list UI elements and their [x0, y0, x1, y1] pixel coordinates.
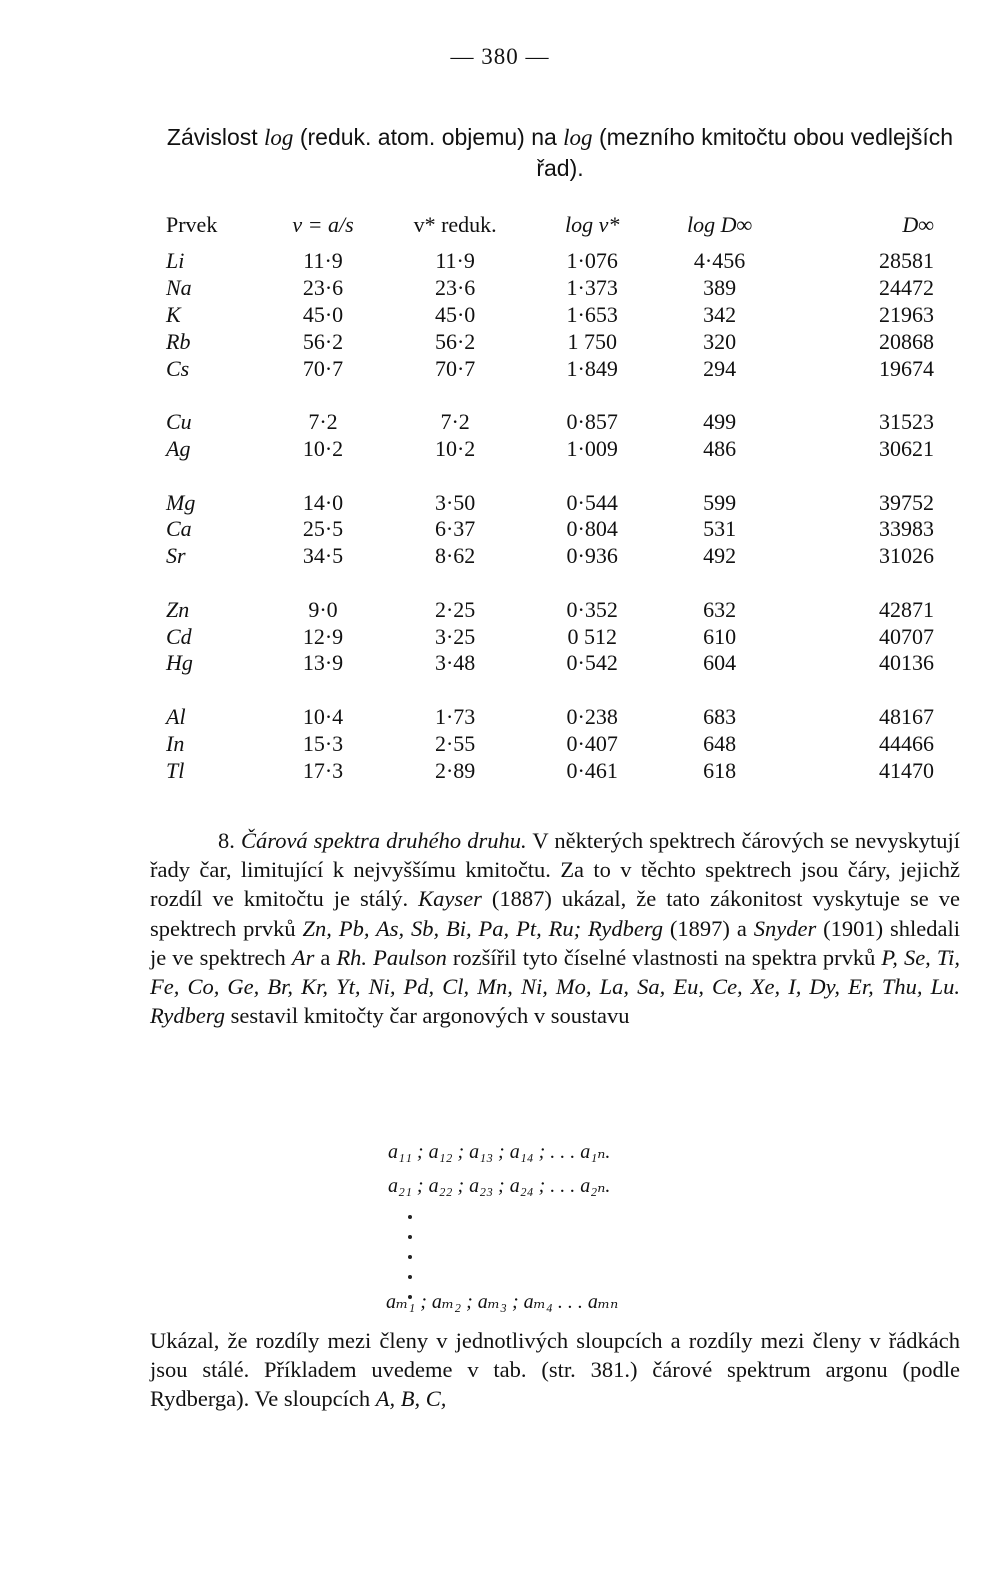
element-symbol: Ca	[166, 516, 192, 542]
text-segment: Čárová spektra druhého druhu.	[241, 828, 527, 853]
element-symbol: Al	[166, 703, 186, 729]
text-segment: Zn, Pb, As, Sb, Bi, Pa, Pt, Ru; Rydberg	[302, 915, 664, 941]
table-cell: 24472	[879, 275, 934, 301]
table-cell: 11·9	[303, 248, 343, 274]
table-cell: 3·48	[434, 650, 476, 676]
caption-log-2: log	[563, 125, 593, 150]
table-row	[166, 355, 950, 382]
table-cell: 12·9	[302, 623, 344, 649]
table-cell: 34·5	[302, 543, 344, 569]
element-symbol: Sr	[166, 543, 186, 569]
header-log-d: log D∞	[686, 212, 753, 237]
table-cell: 21963	[879, 301, 934, 327]
table-cell: 45·0	[434, 301, 476, 327]
table-cell: 0·544	[566, 489, 618, 515]
element-symbol: K	[166, 301, 181, 327]
table-cell: 15·3	[302, 730, 344, 756]
table-cell: 648	[703, 730, 737, 756]
table-cell: 6·37	[434, 516, 476, 542]
group-separator	[166, 462, 950, 489]
table-cell: 23·6	[434, 275, 476, 301]
table-cell: 2·25	[434, 596, 476, 622]
table-row	[166, 543, 950, 570]
table-cell: 8·62	[434, 543, 476, 569]
table-row	[166, 650, 950, 677]
table-cell: 1 750	[567, 328, 617, 354]
table-cell: 44466	[879, 730, 934, 756]
element-symbol: Na	[166, 275, 192, 301]
table-cell: 0·857	[566, 409, 618, 435]
table-cell: 1·373	[566, 275, 618, 301]
table-cell: 25·5	[302, 516, 344, 542]
table-cell: 11·9	[435, 248, 475, 274]
text-segment: Ukázal, že rozdíly mezi členy v jednotlivých sloupcích a rozdíly mezi členy v řádkách jsou stálé. Příkladem uvedeme v tab. (str. 381.) čárové spektrum argonu (podle Rydberga). Ve sloupcích	[150, 1328, 960, 1412]
element-symbol: In	[166, 730, 185, 756]
table-cell: 1·009	[566, 435, 618, 461]
table-cell: 0·407	[566, 730, 618, 756]
table-cell: 45·0	[302, 301, 344, 327]
table-cell: 20868	[879, 328, 934, 354]
table-cell: 294	[703, 355, 737, 381]
table-cell: 683	[703, 703, 737, 729]
table-cell: 389	[703, 275, 737, 301]
table-cell: 492	[703, 543, 737, 569]
table-cell: 40707	[879, 623, 934, 649]
text-segment: (1901) shledali je ve spektrech	[150, 915, 961, 970]
text-segment: rozšířil tyto číselné vlastnosti na spektra prvků	[446, 944, 882, 970]
matrix-row-2: a₂₁ ; a₂₂ ; a₂₃ ; a₂₄ ; . . . a₂ₙ.	[388, 1175, 611, 1197]
table-cell: 14·0	[302, 489, 344, 515]
table-cell: 0·936	[566, 543, 618, 569]
table-cell: 0·461	[566, 757, 618, 783]
header-log-v: log v*	[565, 212, 620, 237]
matrix-row-last: aₘ₁ ; aₘ₂ ; aₘ₃ ; aₘ₄ . . . aₘₙ	[386, 1291, 619, 1313]
table-cell: 632	[703, 596, 737, 622]
header-d: D∞	[902, 212, 934, 237]
element-symbol: Li	[166, 248, 185, 274]
header-prvek: Prvek	[166, 212, 218, 237]
table-cell: 0 512	[567, 623, 617, 649]
table-cell: 31523	[879, 409, 934, 435]
element-symbol: Cs	[166, 355, 190, 381]
table-cell: 618	[703, 757, 737, 783]
table-row	[166, 328, 950, 355]
table-cell: 42871	[879, 596, 934, 622]
table-cell: 342	[703, 301, 737, 327]
text-segment: V některých spektrech čárových se nevyskytují řady čar, limitující k nejvyššímu kmitočtu. Za to v těchto spektrech jsou čáry, jejichž rozdíl ve kmitočtu je stálý.	[150, 828, 961, 912]
table-row	[166, 275, 950, 302]
text-segment: A, B, C,	[375, 1386, 447, 1412]
table-cell: 10·4	[302, 703, 344, 729]
caption-text-1: Závislost	[166, 124, 265, 150]
element-symbol: Mg	[166, 489, 196, 515]
element-symbol: Hg	[166, 650, 193, 676]
table-row	[166, 248, 950, 275]
group-separator	[166, 570, 950, 597]
text-segment: P, Se, Ti, Fe, Co, Ge, Br, Kr, Yt, Ni, Pd, Cl, Mn, Ni, Mo, La, Sa, Eu, Ce, Xe, I, Dy, Er, Thu, Lu. Rydberg	[150, 944, 960, 1029]
table-cell: 1·73	[434, 703, 476, 729]
caption-log-1: log	[264, 125, 294, 150]
table-cell: 0·542	[566, 650, 618, 676]
table-cell: 33983	[879, 516, 934, 542]
table-cell: 3·25	[434, 623, 476, 649]
element-symbol: Cu	[166, 409, 192, 435]
table-cell: 56·2	[302, 328, 344, 354]
table-cell: 2·89	[434, 757, 476, 783]
text-segment: (1887) ukázal, že tato zákonitost vyskytuje se ve spektrech prvků	[150, 886, 960, 941]
table-cell: 9·0	[308, 596, 338, 622]
table-row	[166, 516, 950, 543]
argon-matrix	[386, 1135, 788, 1313]
table-cell: 56·2	[434, 328, 476, 354]
element-symbol: Cd	[166, 623, 192, 649]
table-cell: 7·2	[440, 409, 470, 435]
table-cell: 499	[703, 409, 737, 435]
table-row	[166, 730, 950, 757]
table-cell: 17·3	[302, 757, 344, 783]
table-cell: 1·849	[566, 355, 618, 381]
table-cell: 2·55	[434, 730, 476, 756]
data-table	[166, 212, 950, 784]
paragraph-spectra	[150, 826, 960, 1030]
table-cell: 39752	[879, 489, 934, 515]
element-symbol: Ag	[166, 435, 191, 461]
text-segment: Kayser	[418, 886, 482, 912]
group-separator	[166, 677, 950, 704]
group-separator	[166, 382, 950, 409]
table-cell: 486	[703, 435, 737, 461]
table-row	[166, 436, 950, 463]
table-cell: 19674	[879, 355, 934, 381]
table-header-row	[166, 212, 950, 248]
table-cell: 1·653	[566, 301, 618, 327]
table-cell: 28581	[879, 248, 934, 274]
table-cell: 320	[703, 328, 737, 354]
table-row	[166, 489, 950, 516]
text-segment: a	[314, 944, 337, 970]
matrix-row-1: a₁₁ ; a₁₂ ; a₁₃ ; a₁₄ ; . . . a₁ₙ.	[388, 1141, 611, 1163]
table-cell: 10·2	[302, 435, 344, 461]
table-cell: 3·50	[434, 489, 476, 515]
table-cell: 604	[703, 650, 737, 676]
caption-text-2: (reduk. atom. objemu) na	[293, 124, 564, 150]
text-segment: 8.	[218, 828, 242, 853]
table-row	[166, 757, 950, 784]
text-segment: Ar	[291, 944, 315, 970]
table-cell: 0·352	[566, 596, 618, 622]
table-row	[166, 596, 950, 623]
table-cell: 40136	[879, 650, 934, 676]
table-cell: 4·456	[693, 248, 746, 274]
header-v: v = a/s	[292, 212, 354, 237]
table-cell: 1·076	[566, 248, 618, 274]
page-number: — 380 —	[450, 44, 550, 69]
table-cell: 7·2	[308, 409, 338, 435]
table-cell: 531	[703, 516, 737, 542]
table-row	[166, 302, 950, 329]
text-segment: sestavil kmitočty čar argonových v soustavu	[224, 1003, 630, 1029]
paragraph-argon	[150, 1326, 960, 1414]
table-cell: 30621	[879, 435, 934, 461]
table-cell: 41470	[879, 757, 934, 783]
element-symbol: Zn	[166, 596, 190, 622]
header-v-reduk: v* reduk.	[413, 212, 497, 237]
table-row	[166, 409, 950, 436]
table-cell: 23·6	[302, 275, 344, 301]
element-symbol: Tl	[166, 757, 185, 783]
table-cell: 70·7	[434, 355, 476, 381]
element-symbol: Rb	[166, 328, 191, 354]
table-cell: 70·7	[302, 355, 344, 381]
table-cell: 31026	[879, 543, 934, 569]
table-cell: 0·238	[566, 703, 618, 729]
table-caption	[150, 122, 970, 184]
table-cell: 610	[703, 623, 737, 649]
caption-text-3: (mezního kmitočtu obou vedlejších řad).	[536, 124, 954, 181]
table-cell: 0·804	[566, 516, 618, 542]
table-cell: 13·9	[302, 650, 344, 676]
table-cell: 48167	[879, 703, 934, 729]
text-segment: Snyder	[753, 915, 817, 941]
table-cell: 599	[703, 489, 737, 515]
text-segment: (1897) a	[663, 915, 754, 941]
table-cell: 10·2	[434, 435, 476, 461]
table-row	[166, 704, 950, 731]
text-segment: Rh. Paulson	[336, 944, 447, 970]
table-row	[166, 623, 950, 650]
